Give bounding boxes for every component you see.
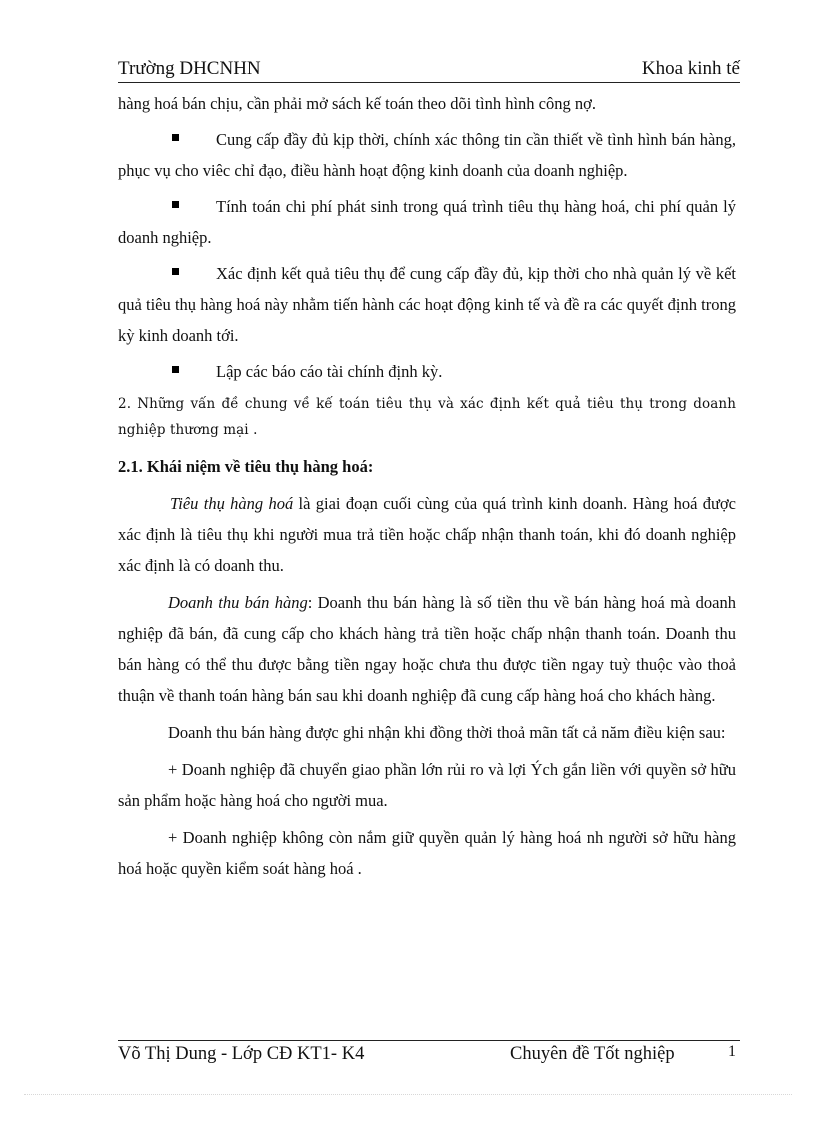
page-number: 1 (728, 1043, 736, 1060)
footer-title: Chuyên đề Tốt nghiệp (510, 1044, 675, 1064)
paragraph-doanh-thu-text: : Doanh thu bán hàng là số tiền thu về bán hàng hoá mà doanh nghiệp đã bán, đã cung cấp cho khách hàng trả tiền hoặc chấp nhận thanh toán. Doanh thu bán hàng có thể thu được bằng tiền ngay hoặc chưa thu được tiền ngay tuỳ thuộc vào thoả thuận về thanh toán hàng bán sau khi doanh nghiệp đã cung cấp hàng hoá cho khách hàng. (118, 593, 736, 705)
paragraph-dieu-kien: Doanh thu bán hàng được ghi nhận khi đồng thời thoả mãn tất cả năm điều kiện sau: (168, 723, 726, 742)
bullet-text-4: Lập các báo cáo tài chính định kỳ. (216, 362, 443, 381)
bullet-square-icon (172, 268, 179, 275)
page-footer (118, 1040, 740, 1071)
bullet-text-3: Xác định kết quả tiêu thụ để cung cấp đầy đủ, kịp thời cho nhà quản lý về kết quả tiêu thụ hàng hoá này nhằm tiến hành các hoạt động kinh tế và đề ra các quyết định trong kỳ kinh doanh tới. (118, 264, 736, 345)
paragraph-tieu-thu-text: là giai đoạn cuối cùng của quá trình kinh doanh. Hàng hoá được xác định là tiêu thụ khi người mua trả tiền hoặc chấp nhận thanh toán, khi đó doanh nghiệp xác định là có doanh thu. (118, 494, 736, 575)
bullet-text-2: Tính toán chi phí phát sinh trong quá trình tiêu thụ hàng hoá, chi phí quản lý doanh nghiệp. (118, 197, 736, 247)
term-doanh-thu: Doanh thu bán hàng (168, 593, 308, 612)
term-tieu-thu: Tiêu thụ hàng hoá (170, 494, 294, 513)
paragraph-doanh-thu (118, 587, 736, 711)
bullet-square-icon (172, 366, 179, 373)
paragraph-continued: hàng hoá bán chịu, cần phải mở sách kế toán theo dõi tình hình công nợ. (118, 94, 596, 113)
bullet-item-2 (118, 191, 736, 253)
bullet-square-icon (172, 134, 179, 141)
header-school: Trường DHCNHN (118, 58, 261, 79)
bullet-item-4 (118, 356, 736, 387)
bullet-square-icon (172, 201, 179, 208)
paragraph-tieu-thu (118, 488, 736, 581)
header-faculty: Khoa kinh tế (641, 58, 740, 79)
bullet-item-3 (118, 258, 736, 351)
paragraph-condition-2: + Doanh nghiệp không còn nắm giữ quyền quản lý hàng hoá nh người sở hữu hàng hoá hoặc quyền kiểm soát hàng hoá . (118, 828, 736, 878)
page-edge-divider (24, 1094, 792, 1095)
page-header (118, 58, 740, 83)
section-heading-2: 2. Những vấn đề chung về kế toán tiêu thụ và xác định kết quả tiêu thụ trong doanh nghiệp thương mại . (118, 396, 736, 438)
document-body (118, 88, 736, 884)
bullet-item-1 (118, 124, 736, 186)
bullet-text-1: Cung cấp đầy đủ kịp thời, chính xác thông tin cần thiết về tình hình bán hàng, phục vụ cho viêc chỉ đạo, điều hành hoạt động kinh doanh của doanh nghiệp. (118, 130, 736, 180)
subsection-heading-2-1: 2.1. Khái niệm về tiêu thụ hàng hoá: (118, 457, 374, 476)
paragraph-condition-1: + Doanh nghiệp đã chuyển giao phần lớn rủi ro và lợi Ých gắn liền với quyền sở hữu sản phẩm hoặc hàng hoá cho người mua. (118, 760, 736, 810)
footer-author: Võ Thị Dung - Lớp CĐ KT1- K4 (118, 1044, 365, 1064)
